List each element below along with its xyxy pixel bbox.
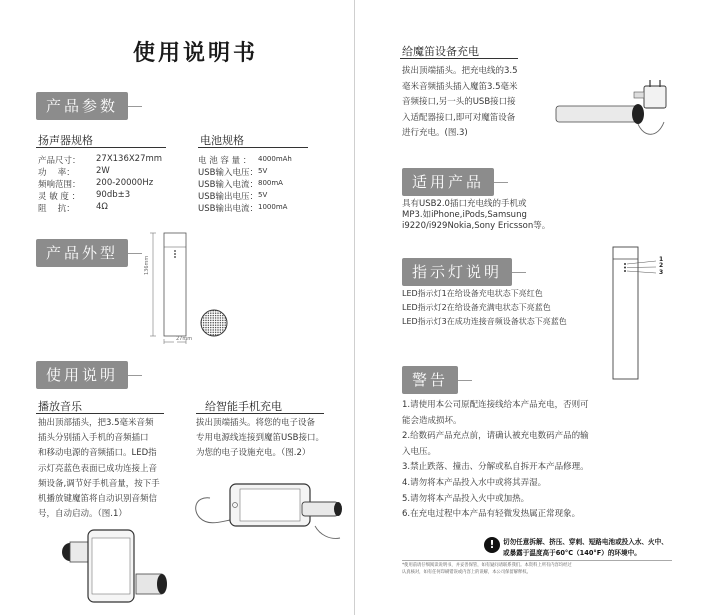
manual-title: 使用说明书	[133, 41, 259, 66]
led-item-2: LED指示灯2在给设备充满电状态下亮蓝色	[402, 303, 551, 312]
page-divider	[354, 0, 355, 615]
led-item-3: LED指示灯3在成功连接音频设备状态下亮蓝色	[402, 317, 567, 326]
spec-row: 阻 抗： 4Ω	[38, 202, 108, 214]
spec-row: 产品尺寸： 27X136X27mm	[38, 154, 163, 166]
spec-row: 频响范围： 200-20000Hz	[38, 178, 154, 190]
figure-1-music-playback	[58, 520, 168, 605]
dim-height-label: 136mm	[144, 255, 150, 275]
spec-row: USB输出电流： 1000mA	[198, 203, 288, 214]
music-title: 播放音乐	[38, 400, 82, 413]
spec-row: 功 率： 2W	[38, 166, 110, 178]
figure-3-device-charging	[548, 72, 678, 144]
device-charge-instructions: 拔出顶端插头。把充电线的3.5 毫米音频插头插入魔笛3.5毫米 音频接口,另一头的USB接口接 入适配器接口,即可对魔笛设备 进行充电。(图.3)	[402, 66, 518, 139]
led-label-2: 2	[659, 262, 664, 269]
figure-2-phone-charging	[190, 470, 350, 545]
spec-row: USB输入电流： 800mA	[198, 179, 283, 190]
disclaimer-small-print: *使用前请仔细阅读说明书，并妥善保管，如有疑问请联系我们。本资料上所有内容均经过 认真核对，如有任何印刷错误或内容上的误解，本公司保留解释权。	[402, 563, 572, 575]
led-label-3: 3	[659, 269, 664, 276]
section-usage: 使用说明	[36, 361, 128, 389]
led-item-1: LED指示灯1在给设备充电状态下亮红色	[402, 289, 543, 298]
charge-phone-instructions: 拔出顶端插头。将您的电子设备 专用电源线连接到魔笛USB接口。 为您的电子设施充电。（图.2）	[196, 418, 324, 459]
battery-spec-title: 电池规格	[200, 134, 244, 147]
section-warning: 警告	[402, 366, 458, 394]
spec-row: USB输入电压： 5V	[198, 167, 268, 178]
bold-battery-warning: 切勿任意拆解、挤压、穿刺、短路电池或投入水、火中、 或暴露于温度高于60°C（140°F）的环境中。	[503, 538, 668, 557]
device-charge-title: 给魔笛设备充电	[402, 45, 479, 58]
spec-row: 电 池 容 量 ： 4000mAh	[198, 155, 292, 166]
spec-row: 灵 敏 度 ： 90db±3	[38, 190, 131, 202]
battery-spec-underline	[198, 147, 308, 148]
warning-icon: !	[484, 537, 500, 553]
spec-row: USB输出电压： 5V	[198, 191, 268, 202]
warning-separator	[402, 560, 672, 561]
music-underline	[36, 413, 164, 414]
device-charge-underline	[400, 58, 518, 59]
warning-list: 1.请使用本公司原配连接线给本产品充电，否则可 能会造成损坏。 2.给数码产品充点前，请确认被充电数码产品的输 入电压。 3.禁止跌落、撞击、分解或私自拆开本产品修理。 4.请勿将本产品投入水中或将其弄湿。 5.请勿将本产品投入火中或加热。 6.在充电过程中本产品有轻微发热属正常现象。	[402, 400, 589, 520]
music-instructions: 抽出顶部插头，把3.5毫米音频 插头分别插入手机的音频插口 和移动电源的音频插口。LED指 示灯亮蓝色表面已成功连接上音 频设备,调节好手机音量，按下手 机播放键魔笛将自动识别音频信 号，自动启动。（图.1）	[38, 418, 160, 520]
dim-width-label: 27mm	[176, 336, 193, 342]
speaker-spec-underline	[36, 147, 166, 148]
compatible-products-text: 具有USB2.0插口充电线的手机或 MP3.如iPhone,iPods,Samsung i9220/i929Nokia,Sony Ericsson等。	[402, 199, 551, 231]
section-product-shape: 产品外型	[36, 239, 128, 267]
section-product-params: 产品参数	[36, 92, 128, 120]
speaker-spec-title: 扬声器规格	[38, 134, 93, 147]
charge-phone-underline	[196, 413, 324, 414]
section-compatible-products: 适用产品	[402, 168, 494, 196]
product-outline-drawing	[140, 228, 245, 348]
charge-phone-title: 给智能手机充电	[205, 400, 282, 413]
section-indicator-lights: 指示灯说明	[402, 258, 512, 286]
led-label-1: 1	[659, 256, 664, 263]
